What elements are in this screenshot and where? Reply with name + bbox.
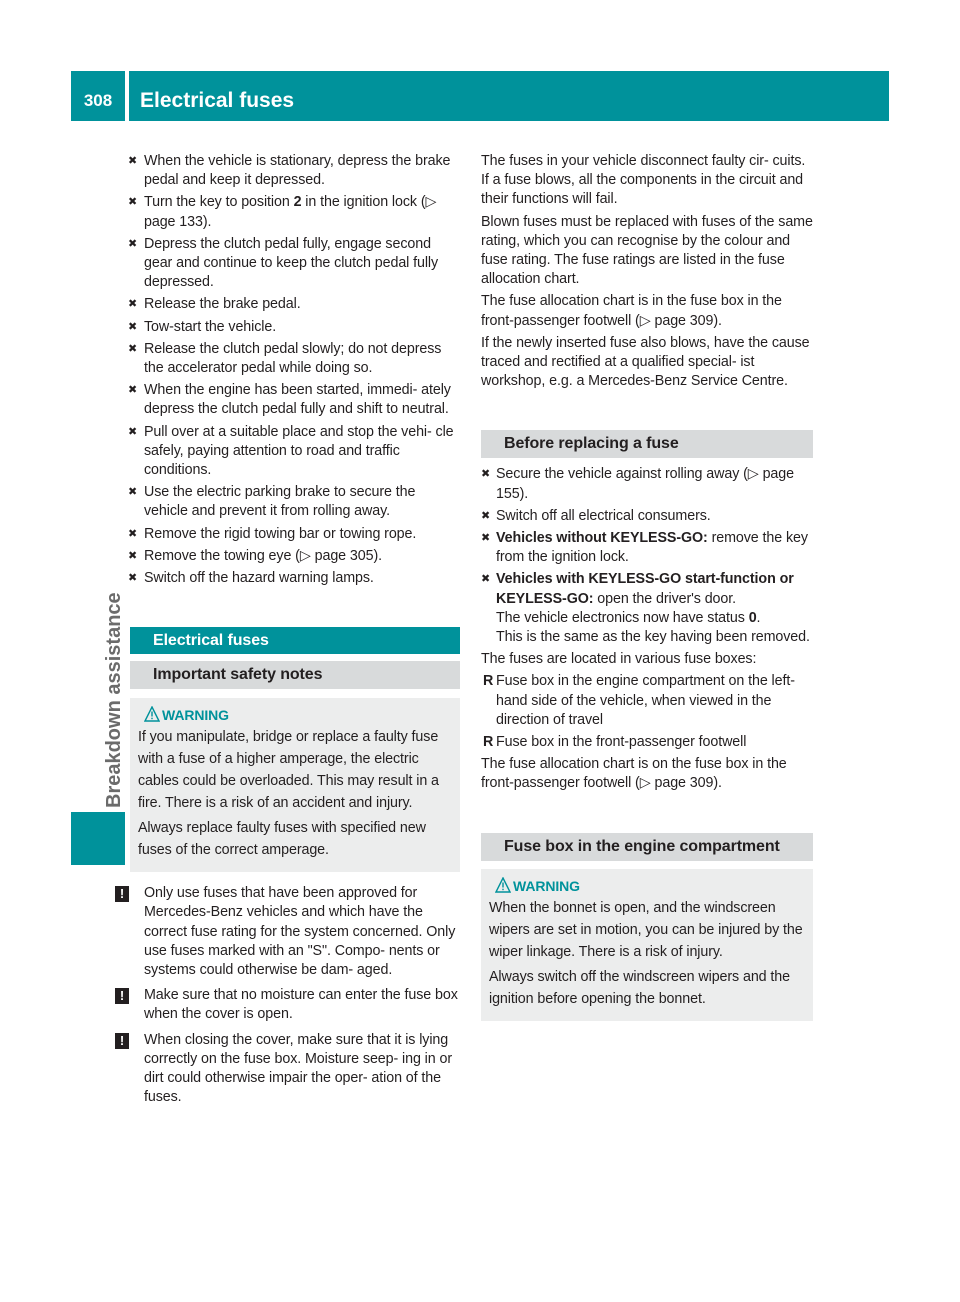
step-arrow-icon: ✖ [481, 509, 491, 522]
warning-triangle-icon [495, 877, 511, 893]
step-arrow-icon: ✖ [128, 237, 138, 250]
warning-triangle-icon [144, 706, 160, 722]
step-arrow-icon: ✖ [128, 342, 138, 355]
step-arrow-icon: ✖ [128, 298, 138, 311]
step-note: This is the same as the key having been removed. [496, 629, 810, 646]
warning-label: WARNING [138, 704, 452, 726]
right-column [481, 152, 813, 1021]
page-ref-icon: ▷ [425, 194, 437, 211]
step-arrow-icon: ✖ [128, 320, 138, 333]
notice-icon: ! [115, 988, 129, 1004]
list-item: R Fuse box in the front-passenger footwell [481, 733, 813, 752]
step-arrow-icon: ✖ [128, 572, 138, 585]
step-arrow-icon: ✖ [128, 486, 138, 499]
left-column [115, 152, 460, 1114]
bullet-icon: R [483, 673, 494, 690]
page-number: 308 [83, 91, 113, 110]
step-item: ✖ Release the clutch pedal slowly; do not depress the accelerator pedal while doing so. [128, 340, 442, 377]
notice-icon: ! [115, 1033, 129, 1049]
step-arrow-icon: ✖ [128, 196, 138, 209]
paragraph: The fuses are located in various fuse boxes: [481, 651, 757, 668]
step-item: ✖ Secure the vehicle against rolling away (▷ page 155). [481, 466, 794, 502]
warning-text: If you manipulate, bridge or replace a faulty fuse with a fuse of a higher amperage, the electric cables could be overloaded. This may result in a fire. There is a risk of an accident and injury. [138, 729, 439, 812]
step-arrow-icon: ✖ [128, 384, 138, 397]
warning-text: When the bonnet is open, and the windscreen wipers are set in motion, you can be injured by the wiper linkage. There is a risk of injury. [489, 899, 803, 960]
step-item: ✖ Switch off the hazard warning lamps. [115, 569, 460, 588]
step-item: ✖ Turn the key to position 2 in the ignition lock (▷ page 133). [128, 194, 437, 230]
warning-text: Always switch off the windscreen wipers and the ignition before opening the bonnet. [489, 968, 790, 1007]
side-tab-text: Breakdown assistance [103, 592, 125, 808]
warning-box [130, 698, 460, 872]
warning-box [481, 869, 813, 1021]
subsection-heading: Fuse box in the engine compartment [481, 833, 813, 861]
step-arrow-icon: ✖ [128, 549, 138, 562]
paragraph: The fuses in your vehicle disconnect faulty cir- cuits. If a fuse blows, all the components in the circuit and their functions will fail. [481, 153, 806, 208]
step-arrow-icon: ✖ [128, 527, 138, 540]
step-item: ✖ Vehicles without KEYLESS-GO: remove the key from the ignition lock. [481, 530, 808, 566]
step-item: ✖ Switch off all electrical consumers. [481, 507, 813, 526]
page-ref-icon: ▷ [639, 312, 651, 329]
list-item: R Fuse box in the engine compartment on the left-hand side of the vehicle, when viewed in the direction of travel [483, 673, 795, 728]
notice-item: ! Make sure that no moisture can enter the fuse box when the cover is open. [115, 986, 460, 1024]
paragraph: The fuse allocation chart is in the fuse box in the front-passenger footwell (▷ page 309). [481, 293, 782, 329]
page-reference-link[interactable]: page 309 [654, 775, 714, 792]
notice-item: ! When closing the cover, make sure that it is lying correctly on the fuse box. Moisture seep- ing in or dirt could otherwise impair the oper- ation of the fuses. [115, 1031, 460, 1108]
step-item: ✖ When the vehicle is stationary, depress the brake pedal and keep it depressed. [128, 153, 451, 189]
notice-item: ! Only use fuses that have been approved for Mercedes-Benz vehicles and which have the correct fuse rating for the system concerned. Only use fuses marked with an "S". Compo- nents or systems could otherwise be dam- aged. [115, 884, 460, 980]
step-arrow-icon: ✖ [481, 573, 491, 586]
step-arrow-icon: ✖ [481, 468, 491, 481]
header-divider [125, 71, 129, 121]
step-item: ✖ Pull over at a suitable place and stop the vehi- cle safely, paying attention to road and traffic conditions. [128, 423, 454, 479]
step-arrow-icon: ✖ [128, 425, 138, 438]
step-item: ✖ When the engine has been started, immedi- ately depress the clutch pedal fully and shift to neutral. [128, 382, 451, 418]
page-ref-icon: ▷ [639, 775, 651, 792]
paragraph: The fuse allocation chart is on the fuse box in the front-passenger footwell (▷ page 309). [481, 756, 787, 792]
step-item: ✖ Release the brake pedal. [115, 295, 460, 314]
subsection-heading: Before replacing a fuse [481, 430, 813, 458]
page-ref-icon: ▷ [299, 547, 311, 564]
page-title: Electrical fuses [140, 89, 295, 112]
step-item: ✖ Vehicles with KEYLESS-GO start-function or KEYLESS-GO: open the driver's door. [481, 571, 794, 607]
bullet-icon: R [483, 734, 494, 751]
notice-icon: ! [115, 886, 129, 902]
step-item: ✖ Use the electric parking brake to secure the vehicle and prevent it from rolling away. [128, 484, 416, 520]
step-arrow-icon: ✖ [128, 155, 138, 167]
step-note: The vehicle electronics now have status 0. [496, 609, 761, 626]
page-reference-link[interactable]: page 155 [496, 466, 794, 502]
warning-text: Always replace faulty fuses with specified new fuses of the correct amperage. [138, 820, 426, 859]
page-reference-link[interactable]: page 305 [314, 547, 374, 564]
step-item: ✖ Remove the towing eye (▷ page 305). [115, 547, 460, 566]
warning-label: WARNING [489, 875, 805, 897]
step-item: ✖ Tow-start the vehicle. [115, 318, 460, 337]
page-reference-link[interactable]: page 133 [144, 213, 203, 230]
section-heading: Electrical fuses [130, 627, 460, 654]
step-arrow-icon: ✖ [481, 532, 491, 545]
paragraph: Blown fuses must be replaced with fuses of the same rating, which you can recognise by the colour and fuse rating. The fuse ratings are listed in the fuse allocation chart. [481, 213, 813, 288]
step-item: ✖ Remove the rigid towing bar or towing rope. [115, 525, 460, 544]
step-item: ✖ Depress the clutch pedal fully, engage second gear and continue to keep the clutch pedal fully depressed. [128, 235, 439, 291]
page-ref-icon: ▷ [747, 466, 759, 483]
page-reference-link[interactable]: page 309 [654, 312, 714, 329]
paragraph: If the newly inserted fuse also blows, have the cause traced and rectified at a qualified special- ist workshop, e.g. a Mercedes-Benz Service Centre. [481, 334, 810, 390]
subsection-heading: Important safety notes [130, 661, 460, 689]
